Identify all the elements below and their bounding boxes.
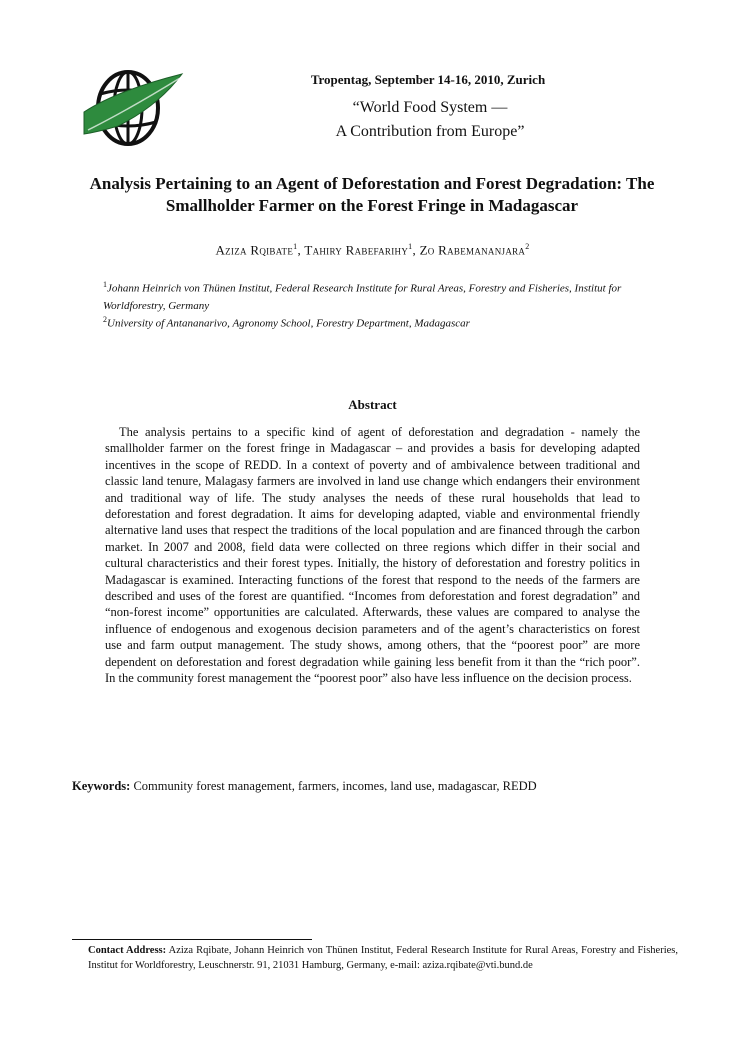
affiliation-mark: 2	[103, 315, 107, 324]
author-name: Zo Rabemananjara	[419, 242, 526, 258]
footnote-rule	[72, 939, 312, 940]
contact-label: Contact Address:	[88, 945, 167, 956]
author-affiliation-mark: 1	[293, 242, 298, 251]
affiliation-1	[103, 276, 683, 315]
conference-line: Tropentag, September 14-16, 2010, Zurich	[310, 72, 546, 87]
contact-address	[88, 943, 678, 973]
motto-line-1: “World Food System —	[352, 99, 508, 116]
author-list: Aziza Rqibate$^1$, Tahiry Rabefarihy$^1$, Zo Rabemananjara$^2$	[215, 242, 530, 258]
globe-logo-icon	[78, 60, 188, 155]
keywords-text: Community forest management, farmers, incomes, land use, madagascar, REDD	[133, 779, 537, 793]
motto-line-2: A Contribution from Europe”	[335, 123, 525, 140]
affiliation-text: University of Antananarivo, Agronomy School, Forestry Department, Madagascar	[107, 317, 470, 330]
author-affiliation-mark: 2	[525, 242, 530, 251]
tropentag-globe-logo	[78, 60, 188, 155]
affiliation-2	[103, 311, 683, 333]
conference-motto	[290, 96, 570, 144]
contact-text: Aziza Rqibate, Johann Heinrich von Thünen Institut, Federal Research Institute for Rural Areas, Forestry and Fisheries, Institut for Worldforestry, Leuschnerstr. 91, 21031 Hamburg, Germany, e-mail: aziza.rqibate@vti.bund.de	[88, 945, 678, 971]
author-name: Aziza Rqibate	[215, 242, 294, 258]
keywords-label: Keywords:	[72, 779, 131, 793]
author-affiliation-mark: 1	[408, 242, 413, 251]
author-name: Tahiry Rabefarihy	[304, 242, 409, 258]
paper-title: Analysis Pertaining to an Agent of Deforestation and Forest Degradation: The Smallholder Farmer on the Forest Fringe in Madagascar	[89, 174, 655, 215]
affiliation-mark: 1	[103, 280, 107, 289]
abstract-heading: Abstract	[348, 397, 397, 412]
abstract-body: The analysis pertains to a specific kind of agent of deforestation and degradation - namely the smallholder farmer on the forest fringe in Madagascar – and provides a basis for developing adapted incentives in the scope of REDD. In a context of poverty and of ambivalence between traditional and classic land tenure, Malagasy farmers are involved in land use change which endangers their environment and traditional way of life. The study analyses the needs of these rural households that lead to deforestation and forest degradation. It aims for developing adapted, viable and environmental friendly alternative land uses that respect the traditions of the local population and are financed through the carbon market. In 2007 and 2008, field data were collected on three regions which differ in their social and cultural characteristics and their forest types. Initially, the history of deforestation and forestry politics in Madagascar is examined. Interacting functions of the forest that respond to the needs of the farmers are described and uses of the forest are quantified. “Incomes from deforestation and forest degradation” and “non-forest income” opportunities are calculated. Afterwards, these values are compared to analyse the influence of endogenous and exogenous decision parameters and of the agent’s characteristics on forest use and farm output management. The study shows, among others, that the “poorest poor” are more dependent on deforestation and forest degradation while gaining less benefit from it than the “rich poor”. In the community forest management the “poorest poor” also have less influence on the decision process.	[105, 425, 640, 686]
keywords	[72, 779, 682, 794]
affiliation-text: Johann Heinrich von Thünen Institut, Federal Research Institute for Rural Areas, Forestry and Fisheries, Institut for Worldforestry, Germany	[103, 282, 622, 312]
